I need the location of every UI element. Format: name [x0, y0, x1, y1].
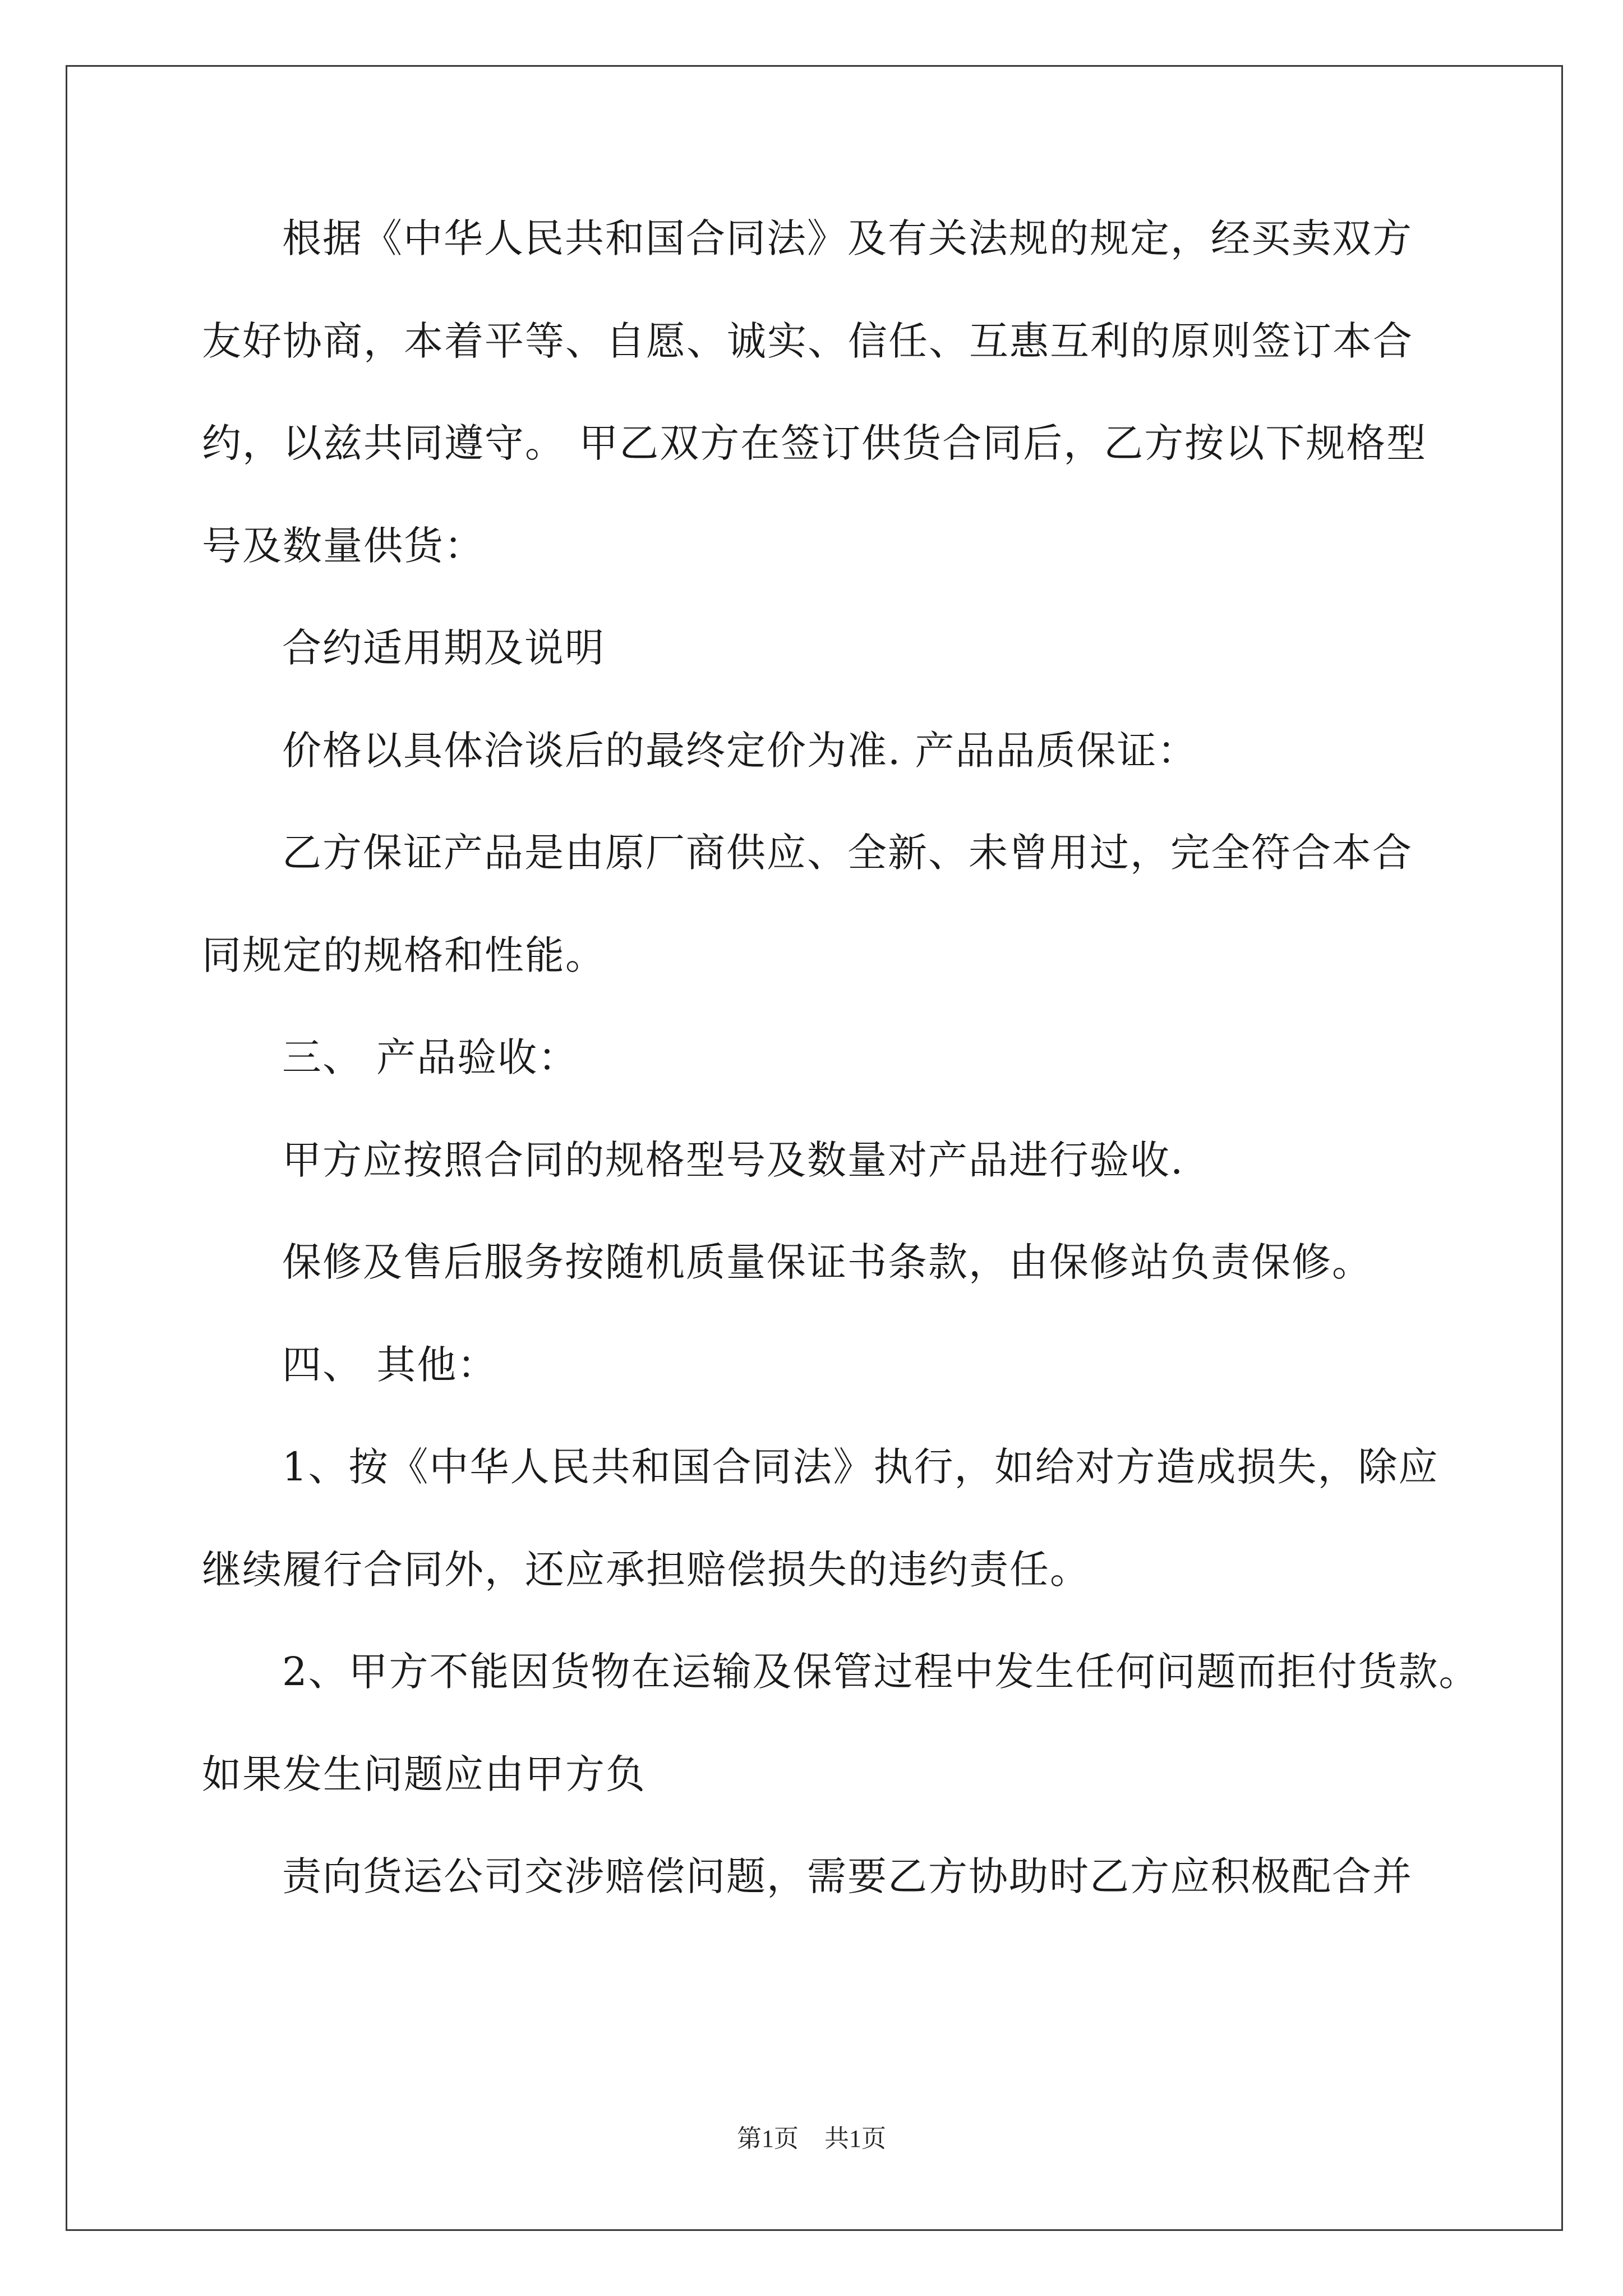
- page-number-total: 共1页: [824, 2125, 886, 2152]
- paragraph-line: 价格以具体洽谈后的最终定价为准. 产品品质保证：: [282, 728, 1198, 774]
- paragraph-line: 同规定的规格和性能。: [202, 932, 606, 978]
- paragraph-line: 乙方保证产品是由原厂商供应、全新、未曾用过，完全符合本合: [282, 830, 1413, 876]
- paragraph-line: 友好协商，本着平等、自愿、诚实、信任、互惠互利的原则签订本合: [202, 318, 1413, 364]
- paragraph-line: 保修及售后服务按随机质量保证书条款，由保修站负责保修。: [282, 1239, 1372, 1285]
- paragraph-line: 号及数量供货：: [202, 523, 485, 569]
- paragraph-line: 合约适用期及说明: [282, 625, 605, 671]
- page-number-current: 第1页: [737, 2125, 799, 2152]
- page-footer: [0, 2122, 1623, 2156]
- section-heading: 四、 其他：: [282, 1342, 498, 1388]
- paragraph-line: 如果发生问题应由甲方负: [202, 1751, 646, 1797]
- section-heading: 三、 产品验收：: [282, 1034, 579, 1080]
- paragraph-line: 甲方应按照合同的规格型号及数量对产品进行验收.: [282, 1137, 1184, 1183]
- paragraph-line: 责向货运公司交涉赔偿问题，需要乙方协助时乙方应积极配合并: [282, 1853, 1413, 1899]
- paragraph-line: 约，以兹共同遵守。 甲乙双方在签订供货合同后，乙方按以下规格型: [202, 420, 1427, 466]
- paragraph-line: 2、甲方不能因货物在运输及保管过程中发生任何问题而拒付货款。: [282, 1649, 1479, 1695]
- paragraph-line: 继续履行合同外，还应承担赔偿损失的违约责任。: [202, 1547, 1090, 1593]
- paragraph-line: 1、按《中华人民共和国合同法》执行，如给对方造成损失，除应: [282, 1444, 1439, 1490]
- paragraph-line: 根据《中华人民共和国合同法》及有关法规的规定，经买卖双方: [282, 215, 1413, 261]
